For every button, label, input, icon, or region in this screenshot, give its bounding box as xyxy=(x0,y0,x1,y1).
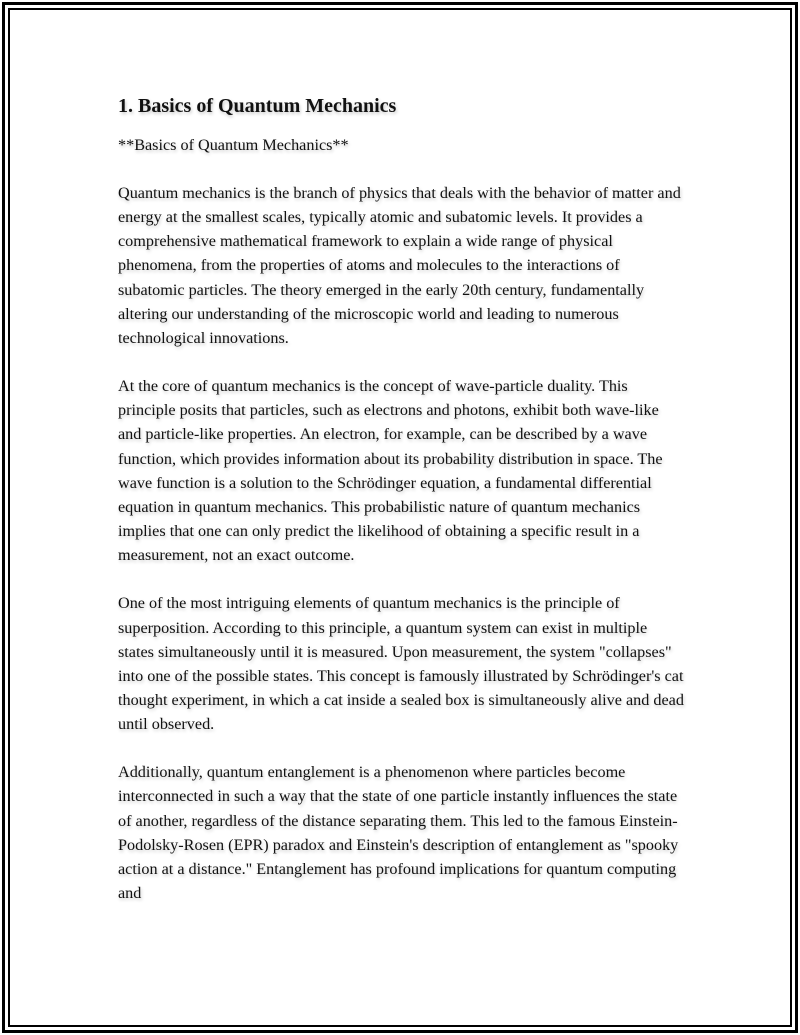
paragraph-superposition: One of the most intriguing elements of quantum mechanics is the principle of superposition. According to this principle, a quantum system can exist in multiple states simultaneously until it is measured. Upon measurement, the system "collapses" into one of the possible states. This concept is famously illustrated by Schrödinger's cat thought experiment, in which a cat inside a sealed box is simultaneously alive and dead until observed. xyxy=(118,594,684,734)
section-subtitle: **Basics of Quantum Mechanics** xyxy=(118,136,349,154)
paragraph-intro: Quantum mechanics is the branch of physics that deals with the behavior of matter and energy at the smallest scales, typically atomic and subatomic levels. It provides a comprehensive mathematical framework to explain a wide range of physical phenomena, from the properties of atoms and molecules to the interactions of subatomic particles. The theory emerged in the early 20th century, fundamentally altering our understanding of the microscopic world and leading to numerous technological innovations. xyxy=(118,184,681,347)
section-heading: 1. Basics of Quantum Mechanics xyxy=(118,95,397,117)
paragraph-wave-particle-duality: At the core of quantum mechanics is the concept of wave-particle duality. This principle posits that particles, such as electrons and photons, exhibit both wave-like and particle-like properties. An electron, for example, can be described by a wave function, which provides information about its probability distribution in space. The wave function is a solution to the Schrödinger equation, a fundamental differential equation in quantum mechanics. This probabilistic nature of quantum mechanics implies that one can only predict the likelihood of obtaining a specific result in a measurement, not an exact outcome. xyxy=(118,377,663,565)
document-body xyxy=(118,93,684,905)
paragraph-entanglement: Additionally, quantum entanglement is a phenomenon where particles become interconnected in such a way that the state of one particle instantly influences the state of another, regardless of the distance separating them. This led to the famous Einstein-Podolsky-Rosen (EPR) paradox and Einstein's description of entanglement as "spooky action at a distance." Entanglement has profound implications for quantum computing and xyxy=(118,763,679,903)
